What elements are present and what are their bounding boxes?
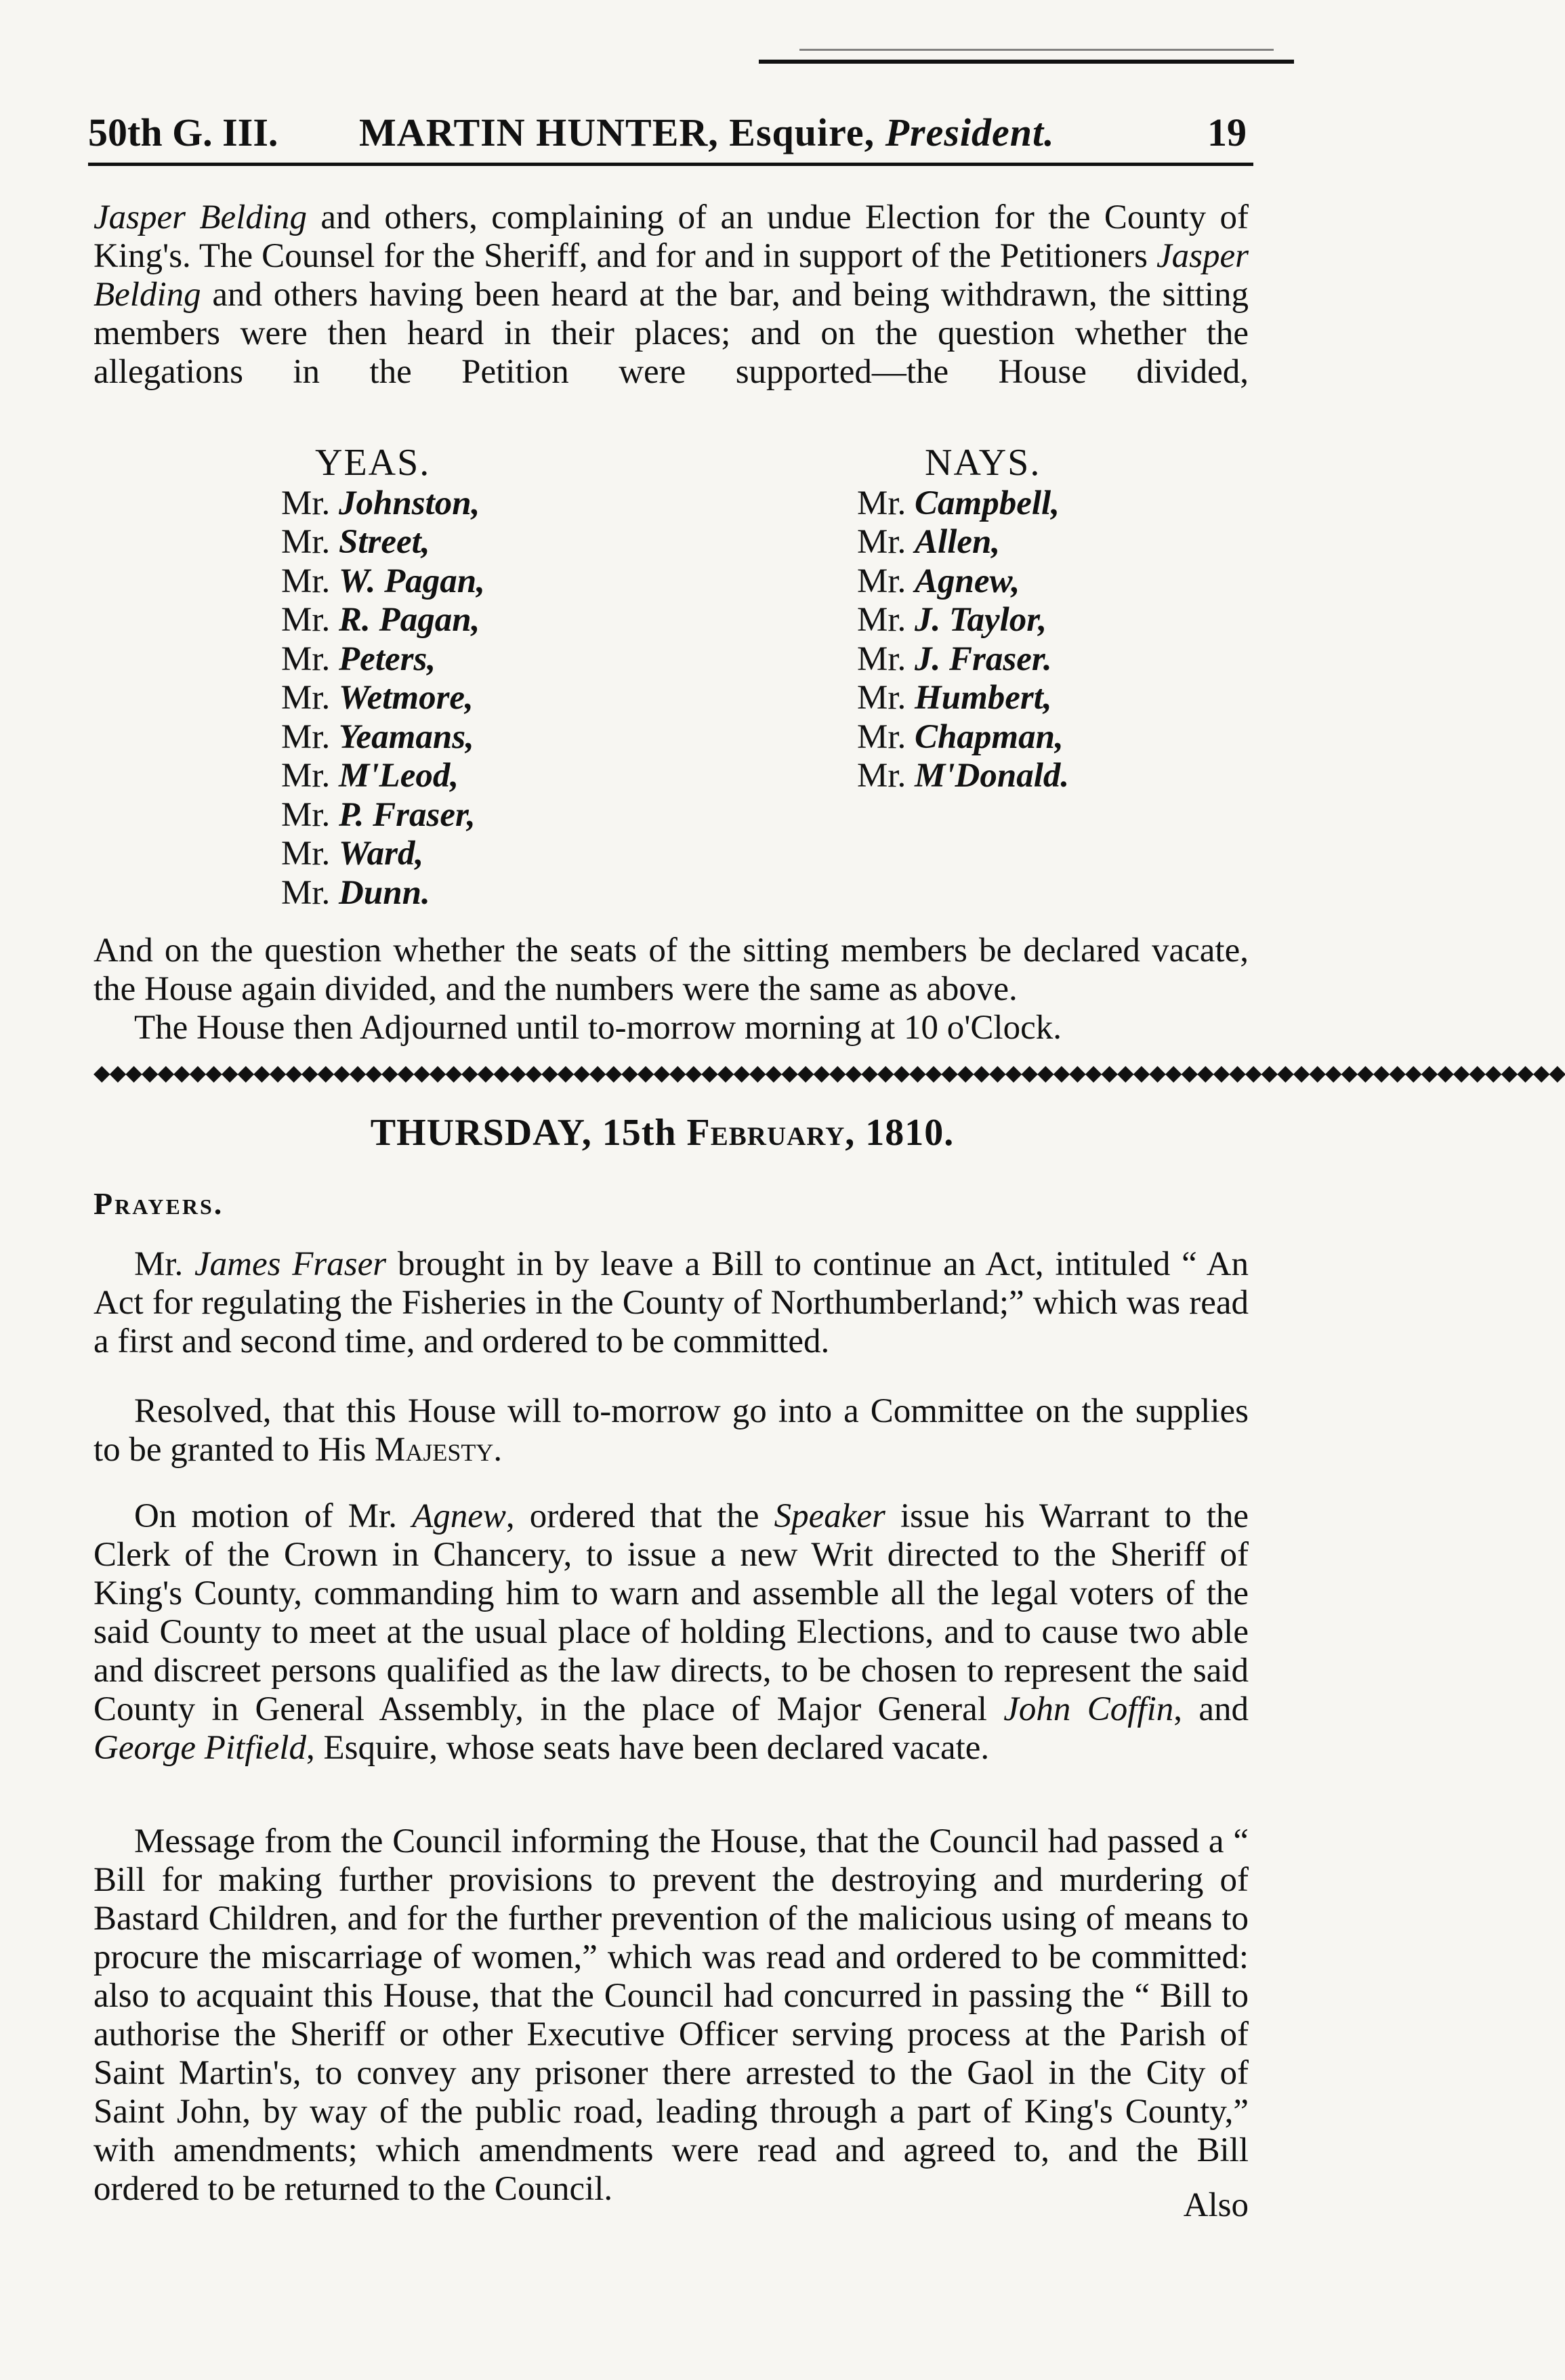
yea-member-row bbox=[281, 796, 485, 835]
catchword: Also bbox=[1183, 2186, 1249, 2224]
yea-member-row bbox=[281, 601, 485, 640]
yea-member-row bbox=[281, 679, 485, 718]
motion-text-e: issue his Warrant to the Clerk of the Crown in Chancery, to issue a new Writ directed to the Sheriff of King's County, commanding him to warn and assemble all the legal voters of the said County to meet at the usual place of holding Elections, and to cause two able and discreet persons qualified as the law directs, to be chosen to represent the said County in General Assembly, in the place of Major General bbox=[93, 1497, 1249, 1728]
resolved-paragraph bbox=[93, 1392, 1249, 1469]
yea-member-name: Wetmore, bbox=[339, 679, 474, 717]
yeas-column bbox=[281, 442, 485, 913]
yea-member-title: Mr. bbox=[281, 873, 331, 912]
yea-member-title: Mr. bbox=[281, 601, 331, 639]
nay-member-name: Chapman, bbox=[915, 717, 1064, 756]
nay-member-title: Mr. bbox=[857, 562, 906, 600]
motion-text-a: On motion of Mr. bbox=[134, 1497, 413, 1535]
yea-member-row bbox=[281, 835, 485, 874]
yea-member-title: Mr. bbox=[281, 484, 331, 522]
yea-member-row bbox=[281, 484, 485, 524]
yea-member-row bbox=[281, 718, 485, 757]
ornamental-rule: ◆◆◆◆◆◆◆◆◆◆◆◆◆◆◆◆◆◆◆◆◆◆◆◆◆◆◆◆◆◆◆◆◆◆◆◆◆◆◆◆◆◆◆◆◆◆◆◆◆◆◆◆◆◆◆◆◆◆◆◆◆◆◆◆◆◆◆◆◆◆◆◆◆◆◆◆◆◆◆◆◆◆◆◆◆◆◆◆◆◆◆◆ bbox=[93, 1060, 1565, 1085]
yea-member-title: Mr. bbox=[281, 679, 331, 717]
yea-member-row bbox=[281, 640, 485, 680]
page-number: 19 bbox=[1207, 110, 1247, 154]
nay-member-name: M'Donald. bbox=[915, 757, 1070, 795]
bill-member-name: James Fraser bbox=[194, 1245, 387, 1283]
nay-member-row bbox=[857, 757, 1069, 796]
nays-column bbox=[857, 442, 1070, 796]
regnal-year: 50th G. III. bbox=[88, 110, 278, 154]
yea-member-name: Dunn. bbox=[339, 873, 430, 912]
intro-text-1: and others, complaining of an undue Election for the County of King's. The Counsel for the Sheriff, and for and in support of the Petitioners bbox=[93, 199, 1249, 275]
resolved-text-c: . bbox=[493, 1431, 503, 1469]
nay-member-title: Mr. bbox=[857, 484, 906, 522]
motion-text-g: , and bbox=[1173, 1690, 1249, 1728]
motion-text-c: , ordered that the bbox=[505, 1497, 774, 1535]
yea-member-title: Mr. bbox=[281, 717, 331, 756]
intro-paragraph bbox=[93, 199, 1249, 392]
date-rest-a: 15th bbox=[591, 1112, 687, 1154]
adjournment-text: The House then Adjourned until to-morrow morning at 10 o'Clock. bbox=[134, 1009, 1062, 1047]
message-text: Message from the Council informing the House, that the Council had passed a “ Bill for making further provisions to prevent the destroying and murdering of Bastard Children, and for the further prevention of the malicious using of means to procure the miscarriage of women,” which was read and ordered to be committed: also to acquaint this House, that the Council had concurred in passing the “ Bill to authorise the Sheriff or other Executive Officer serving process at the Parish of Saint Martin's, to convey any prisoner there arrested to the Gaol in the City of Saint John, by way of the public road, leading through a part of King's County,” with amendments; which amendments were read and agreed to, and the Bill ordered to be returned to the Council. bbox=[93, 1822, 1249, 2208]
prayers-heading: Prayers. bbox=[93, 1186, 224, 1221]
nay-member-row bbox=[857, 523, 1069, 562]
yea-member-row bbox=[281, 874, 485, 913]
top-rule-faint bbox=[799, 49, 1274, 51]
nay-member-row bbox=[857, 562, 1069, 602]
motion-name-pitfield: George Pitfield bbox=[93, 1729, 306, 1767]
nay-member-row bbox=[857, 601, 1069, 640]
motion-mover: Agnew bbox=[412, 1497, 506, 1535]
yea-member-title: Mr. bbox=[281, 640, 331, 678]
yea-member-name: Ward, bbox=[339, 835, 424, 873]
nay-member-title: Mr. bbox=[857, 523, 906, 561]
yea-member-title: Mr. bbox=[281, 835, 331, 873]
yea-member-name: Johnston, bbox=[339, 484, 480, 522]
nays-heading: NAYS. bbox=[925, 442, 1041, 484]
yea-member-name: R. Pagan, bbox=[339, 601, 480, 639]
yea-member-name: W. Pagan, bbox=[339, 562, 485, 600]
nay-member-row bbox=[857, 718, 1069, 757]
nay-member-title: Mr. bbox=[857, 717, 906, 756]
intro-text-2: and others having been heard at the bar, and being withdrawn, the sitting members were then heard in their places; and on the question whether the allegations in the Petition were supported—the House divided, bbox=[93, 276, 1249, 391]
motion-paragraph bbox=[93, 1497, 1249, 1768]
nays-list bbox=[857, 484, 1069, 796]
nay-member-name: Allen, bbox=[915, 523, 1001, 561]
yea-member-name: P. Fraser, bbox=[339, 795, 476, 834]
yea-member-name: Street, bbox=[339, 523, 430, 561]
nay-member-title: Mr. bbox=[857, 640, 906, 678]
message-paragraph bbox=[93, 1822, 1249, 2209]
resolved-text-a: Resolved, that this House will to-morrow go into a Committee on the supplies to be granted to His bbox=[93, 1392, 1249, 1469]
yea-member-name: M'Leod, bbox=[339, 757, 459, 795]
yea-member-row bbox=[281, 757, 485, 796]
running-header bbox=[88, 102, 1253, 166]
nay-member-row bbox=[857, 484, 1069, 524]
yea-member-name: Yeamans, bbox=[339, 717, 474, 756]
yea-member-title: Mr. bbox=[281, 757, 331, 795]
yeas-list bbox=[281, 484, 485, 913]
motion-speaker: Speaker bbox=[774, 1497, 885, 1535]
yea-member-title: Mr. bbox=[281, 562, 331, 600]
date-day: THURSDAY, bbox=[370, 1112, 592, 1154]
bill-text-c: brought in by leave a Bill to continue an Act, intituled “ An Act for regulating the Fisheries in the County of Northumberland;” which was read a first and second time, and ordered to be committed. bbox=[93, 1245, 1249, 1360]
nay-member-name: J. Taylor, bbox=[915, 601, 1047, 639]
second-division-paragraph bbox=[93, 932, 1249, 1047]
top-rule bbox=[759, 60, 1294, 64]
date-heading bbox=[0, 1111, 1324, 1154]
date-month: February bbox=[686, 1112, 846, 1154]
yea-member-title: Mr. bbox=[281, 795, 331, 834]
header-title-text: MARTIN HUNTER, Esquire, bbox=[359, 110, 885, 154]
intro-name-2: Jasper Belding bbox=[93, 237, 1249, 314]
nay-member-title: Mr. bbox=[857, 757, 906, 795]
motion-text-i: , Esquire, whose seats have been declared vacate. bbox=[306, 1729, 990, 1767]
yea-member-row bbox=[281, 562, 485, 602]
nay-member-row bbox=[857, 640, 1069, 680]
header-title bbox=[359, 110, 1055, 155]
date-rest-b: , 1810. bbox=[845, 1112, 955, 1154]
nay-member-row bbox=[857, 679, 1069, 718]
nay-member-name: J. Fraser. bbox=[915, 640, 1052, 678]
bill-paragraph bbox=[93, 1245, 1249, 1361]
second-division-text: And on the question whether the seats of the sitting members be declared vacate, the House again divided, and the numbers were the same as above. bbox=[93, 932, 1249, 1008]
nay-member-name: Agnew, bbox=[915, 562, 1020, 600]
yea-member-name: Peters, bbox=[339, 640, 436, 678]
nay-member-title: Mr. bbox=[857, 601, 906, 639]
nay-member-name: Humbert, bbox=[915, 679, 1052, 717]
bill-text-a: Mr. bbox=[134, 1245, 195, 1283]
intro-name-1: Jasper Belding bbox=[93, 199, 307, 236]
header-title-italic: President. bbox=[885, 110, 1055, 154]
motion-name-coffin: John Coffin bbox=[1003, 1690, 1174, 1728]
yeas-heading: YEAS. bbox=[315, 442, 431, 484]
nay-member-title: Mr. bbox=[857, 679, 906, 717]
nay-member-name: Campbell, bbox=[915, 484, 1060, 522]
resolved-majesty: Majesty bbox=[375, 1431, 494, 1469]
yea-member-title: Mr. bbox=[281, 523, 331, 561]
yea-member-row bbox=[281, 523, 485, 562]
